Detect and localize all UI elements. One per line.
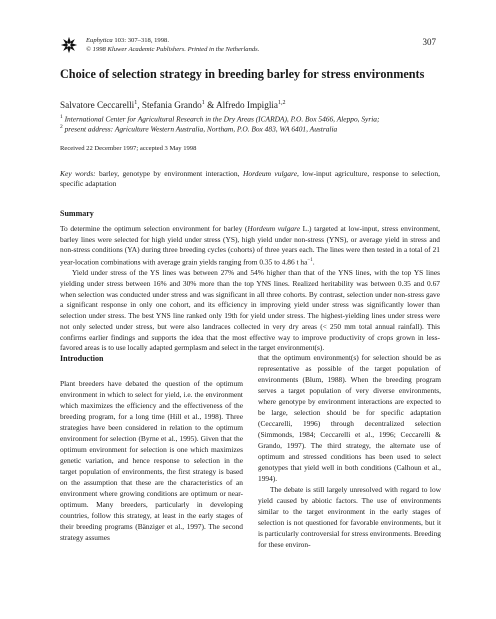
received-dates: Received 22 December 1997; accepted 3 May 1998	[60, 145, 197, 152]
journal-citation: Euphytica 103: 307–318, 1998.	[86, 37, 169, 44]
affiliation: $^2$ present address: Agriculture Western Australia, Northam, P.O. Box 483, WA 6401, Australia	[60, 124, 338, 134]
kluwer-logo-icon	[60, 36, 78, 54]
author-name: Stefania Grando	[141, 100, 202, 111]
summary-paragraph: To determine the optimum selection environment for barley (Hordeum vulgare L.) targeted at low-input, stress environment, barley lines were selected for high yield under stress (YS), high yield under non-stress (YNS), or average yield in stress and non-stress conditions (YA) during three breeding cycles (cohorts) of three years each. The lines were then tested in a total of 21 year-location combinations with average grain yields ranging from 0.35 to 4.86 t $ha^{-1}$.	[60, 224, 440, 267]
body-paragraph: The debate is still largely unresolved with regard to low yield caused by abiotic factors. The use of environments similar to the target environment in the early stages of selection is not questioned for favorable environments, but it is particularly controversial for stress environments. Breeding for these environ-	[258, 485, 441, 549]
body-paragraph: that the optimum environment(s) for selection should be as representative as possible of the target population of environments (Blum, 1988). When the breeding program serves a target population of very diverse environments, where genotype by environment interactions are expected to be large, selection should be for specific adaptation (Ceccarelli, 1996) through decentralized selection (Simmonds, 1984; Ceccarelli et al., 1996; Ceccarelli & Grando, 1997). The third strategy, the alternate use of optimum and stressed conditions has been used to select genotypes that yield well in both conditions (Calhoun et al., 1994).	[258, 353, 441, 483]
author-list: Salvatore Ceccarelli$^1$, Stefania Grando$^1$ & Alfredo Impiglia$^{1,2}$	[60, 100, 286, 111]
copyright-line: © 1998 Kluwer Academic Publishers. Printed in the Netherlands.	[86, 46, 260, 53]
summary-body	[60, 224, 440, 354]
summary-heading: Summary	[60, 209, 94, 218]
keywords: Key words: barley, genotype by environment interaction, Hordeum vulgare, low-input agriculture, response to selection, specific adaptation	[60, 169, 440, 188]
author-name: Alfredo Impiglia	[216, 100, 279, 111]
introduction-heading: Introduction	[60, 354, 104, 363]
affiliation: $^1$ International Center for Agricultural Research in the Dry Areas (ICARDA), P.O. Box 5466, Aleppo, Syria;	[60, 114, 380, 124]
summary-paragraph: Yield under stress of the YS lines was between 27% and 54% higher than that of the YNS lines, with the top YS lines yielding under stress between 16% and 30% more than the top YNS lines. Realized heritability was between 0.35 and 0.67 when selection was conducted under stress and was significant in all three cohorts. By contrast, selection under non-stress gave a significant response in only one cohort, and its efficiency in improving yield under stress was significantly lower than selection under stress. The best YNS line ranked only 19th for yield under stress. The highest-yielding lines under stress were not only selected under stress, but were also landraces collected in very dry areas (< 250 mm total annual rainfall). This confirms earlier findings and supports the idea that the most effective way to improve productivity of crops grown in less-favored areas is to use locally adapted germplasm and select in the target environment(s).	[60, 268, 440, 353]
article-title: Choice of selection strategy in breeding barley for stress environments	[60, 67, 425, 81]
right-column	[258, 352, 441, 550]
page-number: 307	[422, 37, 436, 47]
author-name: Salvatore Ceccarelli	[60, 100, 135, 111]
left-column	[60, 378, 243, 543]
body-paragraph: Plant breeders have debated the question of the optimum environment in which to select for yield, i.e. the environment which maximizes the efficiency and the effectiveness of the breeding program, for a long time (Hill et al., 1998). Three strategies have been considered in relation to the optimum environment for selection (Byrne et al., 1995). Given that the optimum environment for selection is one which maximizes genetic variation, and hence response to selection in the target population of environments, the first strategy is based on the assumption that these are the characteristics of an environment where growing conditions are optimum or near-optimum. Many breeders, particularly in developing countries, follow this strategy, at least in the early stages of their breeding programs (Bänziger et al., 1997). The second strategy assumes	[60, 379, 243, 542]
